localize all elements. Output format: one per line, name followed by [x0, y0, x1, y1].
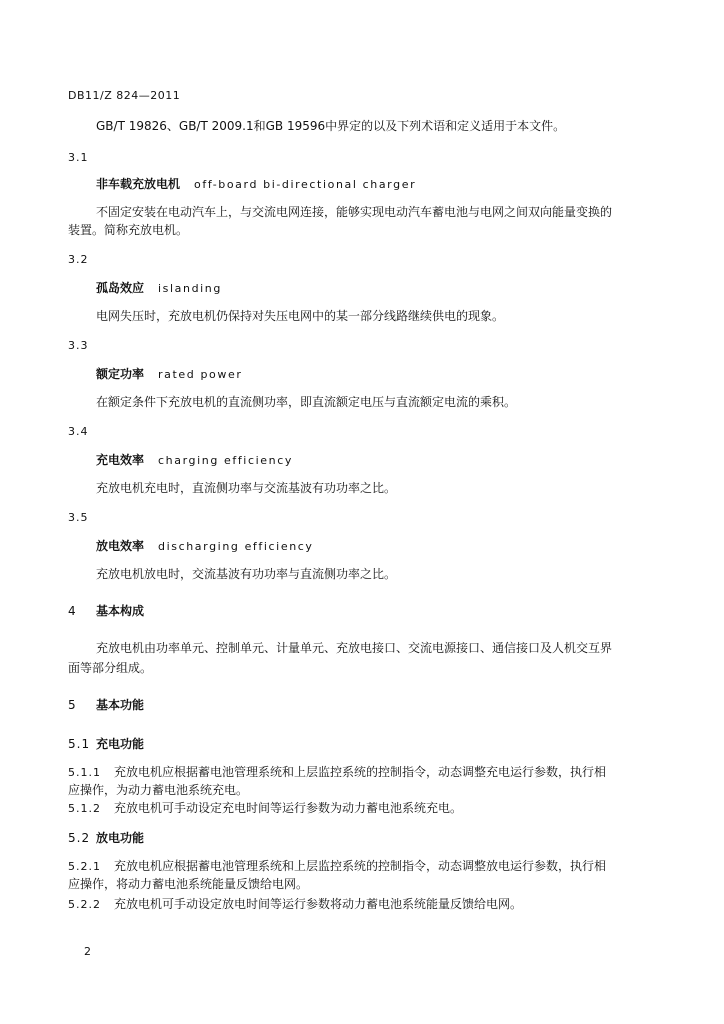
term-chinese: 额定功率	[96, 367, 145, 381]
term-english: charging efficiency	[158, 454, 293, 467]
subsection-heading	[68, 830, 144, 846]
section-body-cont: 面等部分组成。	[68, 661, 153, 675]
term-definition: 电网失压时，充放电机仍保持对失压电网中的某一部分线路继续供电的现象。	[96, 309, 505, 323]
clause-text: 充放电机应根据蓄电池管理系统和上层监控系统的控制指令，动态调整放电运行参数，执行相	[114, 859, 607, 873]
term-number: 3.5	[68, 511, 89, 524]
term-number: 3.1	[68, 151, 89, 164]
clause-text: 充放电机可手动设定放电时间等运行参数将动力蓄电池系统能量反馈给电网。	[114, 897, 523, 911]
clause	[68, 858, 606, 875]
term-heading	[96, 280, 222, 297]
clause-number: 5.2.1	[68, 860, 101, 873]
term-heading	[96, 176, 416, 193]
section-number: 5	[68, 698, 77, 712]
clause	[68, 764, 606, 781]
term-heading	[96, 366, 242, 383]
subsection-number: 5.1	[68, 737, 91, 751]
section-title: 基本构成	[96, 604, 145, 618]
term-english: rated power	[158, 368, 243, 381]
clause-number: 5.1.1	[68, 766, 101, 779]
term-definition: 不固定安装在电动汽车上，与交流电网连接，能够实现电动汽车蓄电池与电网之间双向能量变换的	[96, 205, 613, 219]
term-chinese: 非车载充放电机	[96, 177, 181, 191]
clause	[68, 800, 462, 817]
term-chinese: 孤岛效应	[96, 281, 145, 295]
term-number: 3.4	[68, 425, 89, 438]
clause-text-cont: 应操作，为动力蓄电池系统充电。	[68, 783, 249, 797]
term-definition: 充放电机放电时，交流基波有功功率与直流侧功率之比。	[96, 567, 397, 581]
term-number: 3.2	[68, 253, 89, 266]
section-heading	[68, 603, 144, 619]
section-title: 基本功能	[96, 698, 145, 712]
clause-text-cont: 应操作，将动力蓄电池系统能量反馈给电网。	[68, 877, 309, 891]
subsection-heading	[68, 736, 144, 752]
clause-text: 充放电机应根据蓄电池管理系统和上层监控系统的控制指令，动态调整充电运行参数，执行相	[114, 765, 607, 779]
subsection-title: 放电功能	[96, 831, 145, 845]
term-english: islanding	[158, 282, 222, 295]
section-body: 充放电机由功率单元、控制单元、计量单元、充放电接口、交流电源接口、通信接口及人机交互界	[96, 641, 613, 655]
term-definition: 充放电机充电时，直流侧功率与交流基波有功功率之比。	[96, 481, 397, 495]
term-definition: 在额定条件下充放电机的直流侧功率，即直流额定电压与直流额定电流的乘积。	[96, 395, 517, 409]
term-definition-cont: 装置。简称充放电机。	[68, 223, 189, 237]
subsection-title: 充电功能	[96, 737, 145, 751]
term-heading	[96, 452, 293, 469]
term-chinese: 充电效率	[96, 453, 145, 467]
section-heading	[68, 697, 144, 713]
clause-text: 充放电机可手动设定充电时间等运行参数为动力蓄电池系统充电。	[114, 801, 463, 815]
intro-paragraph: GB/T 19826、GB/T 2009.1和GB 19596中界定的以及下列术语和定义适用于本文件。	[96, 119, 566, 133]
term-number: 3.3	[68, 339, 89, 352]
term-chinese: 放电效率	[96, 539, 145, 553]
page-number: 2	[84, 945, 91, 958]
document-code: DB11/Z 824—2011	[68, 89, 181, 102]
clause-number: 5.2.2	[68, 898, 101, 911]
term-heading	[96, 538, 314, 555]
term-english: discharging efficiency	[158, 540, 314, 553]
term-english: off-board bi-directional charger	[194, 178, 417, 191]
subsection-number: 5.2	[68, 831, 91, 845]
clause	[68, 896, 522, 913]
section-number: 4	[68, 604, 77, 618]
clause-number: 5.1.2	[68, 802, 101, 815]
